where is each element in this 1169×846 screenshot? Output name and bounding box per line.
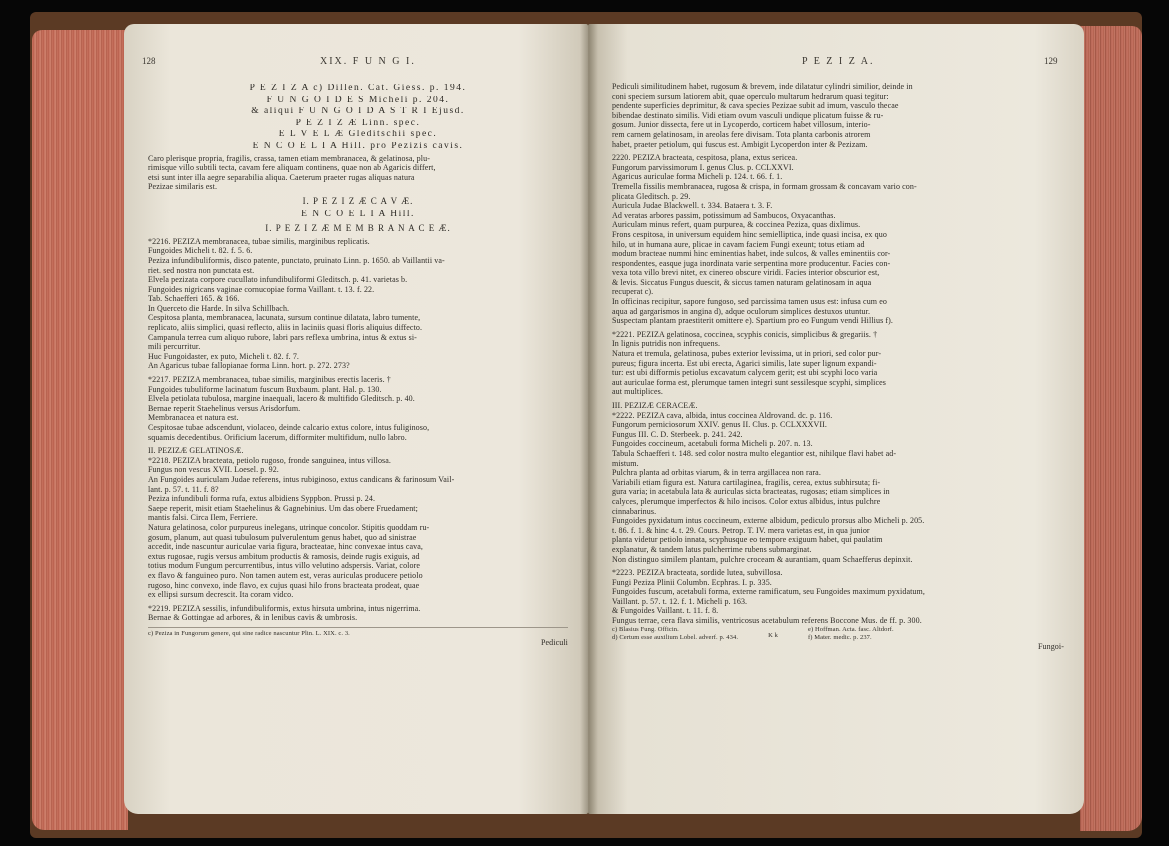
text-line: aut multiplices. <box>612 387 663 397</box>
text-line: t. 86. f. 1. & hinc 4. t. 29. Cours. Petrop. T. IV. mera varietas est, in qua junior <box>612 525 870 535</box>
text-line: modum bracteae nummi hinc eminentias habet, inde sulcos, & valles eminentiis cor- <box>612 249 891 259</box>
text-line: Bernae & Gottingae ad arbores, & in lenibus cavis & umbrosis. <box>148 613 358 623</box>
text-line: Fungorum perniciosorum XXIV. genus II. Clus. p. CCLXXXVII. <box>612 420 827 430</box>
text-line: In officinas recipitur, sapore fungoso, sed parcissima tamen usus est: infusa cum eo <box>612 297 887 307</box>
text-line: Pulchra planta ad orbitas viarum, & in terra argillacea non rara. <box>612 468 821 478</box>
text-line: Variabili etiam figura est. Natura cartilaginea, fragilis, cerea, extus subhirsuta; fi- <box>612 477 881 487</box>
right-running-header: P E Z I Z A. <box>802 56 875 67</box>
text-line: E L V E L Æ Gleditschii spec. <box>278 130 438 140</box>
left-running-header: XIX. F U N G I. <box>320 56 416 67</box>
text-line: mantis falsi. Circa Ilem, Ferriere. <box>148 513 258 523</box>
text-line: *2223. PEZIZA bracteata, sordide lutea, subvillosa. <box>612 568 783 578</box>
left-page-edge <box>32 30 128 830</box>
text-line: vexa tota villo brevi nitet, ex cinereo obscure viridi. Facies interior obscurior est, <box>612 268 880 278</box>
signature-mark: K k <box>768 631 778 639</box>
right-footnotes-col-1 <box>612 626 738 642</box>
left-intro-block <box>148 84 568 192</box>
text-line: coni speciem sursum latiorem abit, quae operculo multarum hedrarum quasi tegitur: <box>612 91 889 101</box>
text-line: gosum, planum, aut quasi tubulosum pulverulentum genus habet, quo ad sinistrae <box>148 532 417 542</box>
text-line: Tremella fissilis membranacea, rugosa & crispa, in formam grossam & concavam vario con- <box>612 181 917 191</box>
text-line: Cespitosae tubae adscendunt, violaceo, deinde calcario extus colore, intus fuliginoso, <box>148 423 430 432</box>
text-line: Ad veratas arbores passim, potissimum ad Sambucos, Oxyacanthas. <box>612 210 836 220</box>
left-text-column <box>148 82 568 647</box>
text-line: An Agaricus tubae fallopianae forma Linn. hort. p. 272. 273? <box>148 361 350 371</box>
text-line: Fungoides coccineum, acetabuli forma Micheli p. 207. n. 13. <box>612 439 813 449</box>
text-line: *2222. PEZIZA cava, albida, intus coccinea Aldrovand. dc. p. 116. <box>612 410 833 420</box>
text-line: aut auriculae forma est, plerumque tamen integri sunt sessilesque scyphi, simplices <box>612 377 887 387</box>
text-line: Fungoides nigricans vaginae cornucopiae forma Vaillant. t. 13. f. 22. <box>148 284 375 294</box>
text-line: totius modum Fungum percurrentibus, intus villo velutino adspersis. Variat, colore <box>148 561 421 571</box>
text-line: tur: est ubi difformis petiolus excavatum calycem gerit; est ubi scyphi loco varia <box>612 368 878 378</box>
text-line: habet, praeter petiolum, qui fuscus est. Ambigit Lycoperdon inter & Pezizam. <box>612 139 868 149</box>
right-footnotes-col-2 <box>808 626 894 642</box>
text-line: aqua ad gargarismos in angina d), adque oculorum simplices destuxos utuntur. <box>612 306 871 316</box>
text-line: III. PEZIZÆ CERACEÆ. <box>612 401 698 410</box>
text-line: E N C O E L I A Hill. pro Pezizis cavis. <box>252 141 464 151</box>
left-page <box>124 24 588 814</box>
text-line: etsi sunt inter illa aegre separabilia aliqua. Caeterum praeter rugas aliquas natura <box>148 172 415 182</box>
text-line: Fungus non vescus XVII. Loesel. p. 92. <box>148 465 279 475</box>
text-line: Elvela petiolata tubulosa, margine inaequali, lacero & multifido Gleditsch. p. 40. <box>148 394 415 404</box>
text-line: Membranacea et natura est. <box>148 413 239 423</box>
section-title-membranaceae: I. P E Z I Z Æ M E M B R A N A C E Æ. <box>265 224 451 234</box>
text-line: Caro plerisque propria, fragilis, crassa, tamen etiam membranacea, & gelatinosa, plu- <box>148 153 430 163</box>
book-gutter <box>580 24 598 814</box>
text-line: In Querceto die Harde. In silva Schillbach. <box>148 303 290 313</box>
text-line: pureus; figura incerta. Est ubi erecta, Agarici similis, late super lignum expandi- <box>612 358 877 368</box>
text-line: mili percurritur. <box>148 342 201 352</box>
text-line: hilo, ut in humana aure, plicae in cavam faciem Fungi exeunt; totus etiam ad <box>612 239 865 249</box>
footnote-line: d) Certum esse auxilium Lobel. adverf. p. 434. <box>612 633 739 641</box>
left-footnote: c) Peziza in Fungorum genere, qui sine radice nascuntur Plin. L. XIX. c. 3. <box>148 627 568 638</box>
text-line: Fungoides pyxidatum intus coccineum, externe albidum, pediculo prorsus albo Micheli p. 205. <box>612 516 925 526</box>
text-line: *2216. PEZIZA membranacea, tubae similis, marginibus replicatis. <box>148 236 370 246</box>
text-line: Fungus terrae, cera flava similis, ventricosus acetabulum referens Boccone Mus. de ff. p. 300. <box>612 616 922 626</box>
text-line: & Fungoides Vaillant. t. 11. f. 8. <box>612 606 719 616</box>
text-line: *2219. PEZIZA sessilis, infundibuliformis, extus hirsuta umbrina, intus nigerrima. <box>148 603 421 613</box>
text-line: rem carnem gelatinosam, in areolas fere divisam. Tota planta carbonis atrorem <box>612 129 871 139</box>
text-line: Saepe reperit, misit etiam Staehelinus & Gagnebinius. Um das obere Fruedament; <box>148 503 418 513</box>
text-line: 2220. PEZIZA bracteata, cespitosa, plana, extus sericea. <box>612 153 798 163</box>
text-line: Peziza infundibuliformis, disco patente, punctato, pruinato Linn. p. 1650. ab Vaillantii va- <box>148 255 445 265</box>
text-line: recuperat c). <box>612 287 654 297</box>
text-line: Fungoides fuscum, acetabuli forma, externe ramificatum, seu Fungoides maximum pyxidatum, <box>612 587 925 597</box>
text-line: squamis decedentibus. Orificium lacerum, difformiter multifidum, nullo labro. <box>148 432 407 442</box>
text-line: ex ellipsi sursum decrescit. Ita coram vidco. <box>148 590 294 600</box>
text-line: Auriculam minus refert, quam purpurea, & coccinea Peziza, quas dixlimus. <box>612 220 861 230</box>
text-line: & aliqui F U N G O I D A S T R I Ejusd. <box>251 107 465 117</box>
text-line: Peziza infundibuli forma rufa, extus albidiens Syppbon. Prussi p. 24. <box>148 494 376 504</box>
text-line: Non distinguo similem plantam, pulchre croceam & aurantiam, quam Schaefferus depinxit. <box>612 554 913 564</box>
text-line: Auricula Judae Blackwell. t. 334. Bataera t. 3. F. <box>612 201 773 211</box>
left-page-number: 128 <box>142 56 156 66</box>
text-line: Frons cespitosa, in universum equidem hinc semielliptica, inde quasi incisa, ex quo <box>612 229 887 239</box>
text-line: *2221. PEZIZA gelatinosa, coccinea, scyphis conicis, simplicibus & gregariis. † <box>612 329 878 339</box>
text-line: Cespitosa planta, membranacea, lacunata, sursum continue dilatata, labro tumente, <box>148 313 421 323</box>
right-page <box>588 24 1084 814</box>
text-line: Tabula Schaefferi t. 148. sed color nostra multo elegantior est, nihilque flavi habet ad- <box>612 448 897 458</box>
text-line: Agaricus auriculae forma Micheli p. 124. t. 66. f. 1. <box>612 172 783 182</box>
text-line: Tab. Schaefferi 165. & 166. <box>148 294 240 304</box>
text-line: Fungus III. C. D. Sterbeek. p. 241. 242. <box>612 429 743 439</box>
text-line: pendente superficies deprimitur, & cava species Pezizae subit ad imum, vasculo thecae <box>612 101 899 111</box>
text-line: Campanula terrea cum aliquo rubore, labri pars reflexa umbrina, intus & extus si- <box>148 332 417 342</box>
text-line: mistum. <box>612 458 639 468</box>
text-line: *2218. PEZIZA bracteata, petiolo rugoso, fronde sanguinea, intus villosa. <box>148 455 392 465</box>
text-line: replicato, aliis simplici, quasi reflecto, aliis in laciniis quasi floris aliquius diffecto. <box>148 323 423 333</box>
footnote-line: f) Mater. medic. p. 237. <box>807 633 872 641</box>
section-title-cavae: I. P E Z I Z Æ C A V Æ. <box>302 196 414 206</box>
right-footnotes <box>612 626 1064 642</box>
text-line: explanatur, & tandem latus pulcherrime rubens submarginat. <box>612 544 812 554</box>
text-line: Huc Fungoidaster, ex puto, Micheli t. 82. f. 7. <box>148 351 300 361</box>
text-line: In lignis putridis non infrequens. <box>612 339 721 349</box>
text-line: planta videtur petiolo innata, scyphusque eo tempore exiguum habet, qui paulatim <box>612 535 883 545</box>
text-line: Elvela pezizata corpore cucullato infundibuliformi Gleditsch. p. 41. varietas b. <box>148 275 408 285</box>
text-line: extus rugosae, rugis versus ambitum productis & ramosis, deinde rugis exiguis, ad <box>148 551 420 561</box>
text-line: ex flavo & fanguineo puro. Non tamen autem est, veras auriculas producere petiolo <box>148 570 423 580</box>
text-line: gura varia; in acetabula lata & auriculas sicta bracteatas, rugosas; etiam simplices in <box>612 487 890 497</box>
text-line: calyces, plerumque imperfectos & hilo incisos. Color extus albidus, intus pulchre <box>612 496 881 506</box>
text-line: *2217. PEZIZA membranacea, tubae similis, marginibus erectis laceris. † <box>148 375 391 385</box>
left-catchword: Pediculi <box>540 637 568 647</box>
left-body-text <box>148 237 568 623</box>
right-page-number: 129 <box>1044 56 1058 66</box>
text-line: Fungorum parvissimorum I. genus Clus. p. CCLXXVI. <box>612 162 794 172</box>
text-line: cinnabarinus. <box>612 506 657 516</box>
text-line: P E Z I Z Æ Linn. spec. <box>295 118 421 128</box>
right-catchword: Fungoi- <box>1037 641 1064 651</box>
text-line: II. PEZIZÆ GELATINOSÆ. <box>148 446 244 456</box>
text-line: plicata Gleditsch. p. 29. <box>612 191 691 201</box>
right-body-text <box>612 82 1064 626</box>
text-line: respondentes, easque juga inordinata varie serpentina more producentur. Facies con- <box>612 258 891 268</box>
text-line: Pediculi similitudinem habet, rugosum & brevem, inde dilatatur cylindri similior, deinde in <box>612 82 913 91</box>
text-line: Fungi Peziza Plinii Columbn. Ecphras. I. p. 335. <box>612 577 772 587</box>
text-line: Suspectam plantam praestiterit omittere e). Spartium pro eo Fungum vendi Hillius f). <box>612 316 894 326</box>
text-line: An Fungoides auriculam Judae referens, intus rubiginoso, extus candicans & farinosum Vail- <box>148 474 455 484</box>
text-line: lant. p. 57. t. 11. f. 8? <box>148 484 219 494</box>
text-line: Natura et tremula, gelatinosa, pubes exterior levissima, ut in priori, sed color pur- <box>612 349 882 359</box>
footnote-line: e) Hoffman. Acta. fasc. Altdorf. <box>807 625 894 633</box>
right-text-column <box>612 82 1064 651</box>
text-line: accedit, inde nascuntur auriculae varia figura, bracteatae, hinc convexae intus cava, <box>148 542 424 552</box>
text-line: rimisque villo subtili tecta, cavam fere aliquam continens, quae non ab Agaricis differt, <box>148 163 436 173</box>
text-line: Bernae reperit Staehelinus versus Arisdorfum. <box>148 403 301 413</box>
text-line: bibendae destinato similis. Vidi etiam ovum vasculi undique plicatum fuisse & ru- <box>612 110 884 120</box>
text-line: F U N G O I D E S Micheli p. 204. <box>266 95 450 105</box>
text-line: Vaillant. p. 57. t. 12. f. 1. Micheli p. 163. <box>612 596 748 606</box>
right-page-edge <box>1080 26 1142 831</box>
text-line: & levis. Siccatus Fungus duescit, & siccus tamen naturam gelatinosam in aqua <box>612 277 872 287</box>
text-line: Fungoides tubuliforme lacinatum fuscum Buxbaum. plant. Hal. p. 130. <box>148 384 382 394</box>
text-line: Pezizae similaris est. <box>148 182 218 192</box>
text-line: riet. sed nostra non punctata est. <box>148 265 255 275</box>
text-line: gosum. Junior dissecta, fere ut in Lycoperdo, corticem habet villosum, interio- <box>612 120 871 130</box>
section-subtitle-encoelia: E N C O E L I A Hill. <box>301 209 415 219</box>
text-line: Fungoides Micheli t. 82. f. 5. 6. <box>148 246 253 256</box>
text-line: rugoso, hinc convexo, inde flavo, ex cujus quasi hilo frons bracteata prodeat, quae <box>148 580 420 590</box>
footnote-line: c) Blasius Fung. Officin. <box>612 625 679 633</box>
text-line: P E Z I Z A c) Dillen. Cat. Giess. p. 194. <box>249 84 467 93</box>
text-line: Natura gelatinosa, color purpureus inelegans, utrinque concolor. Stipitis quoddam ru- <box>148 522 430 532</box>
